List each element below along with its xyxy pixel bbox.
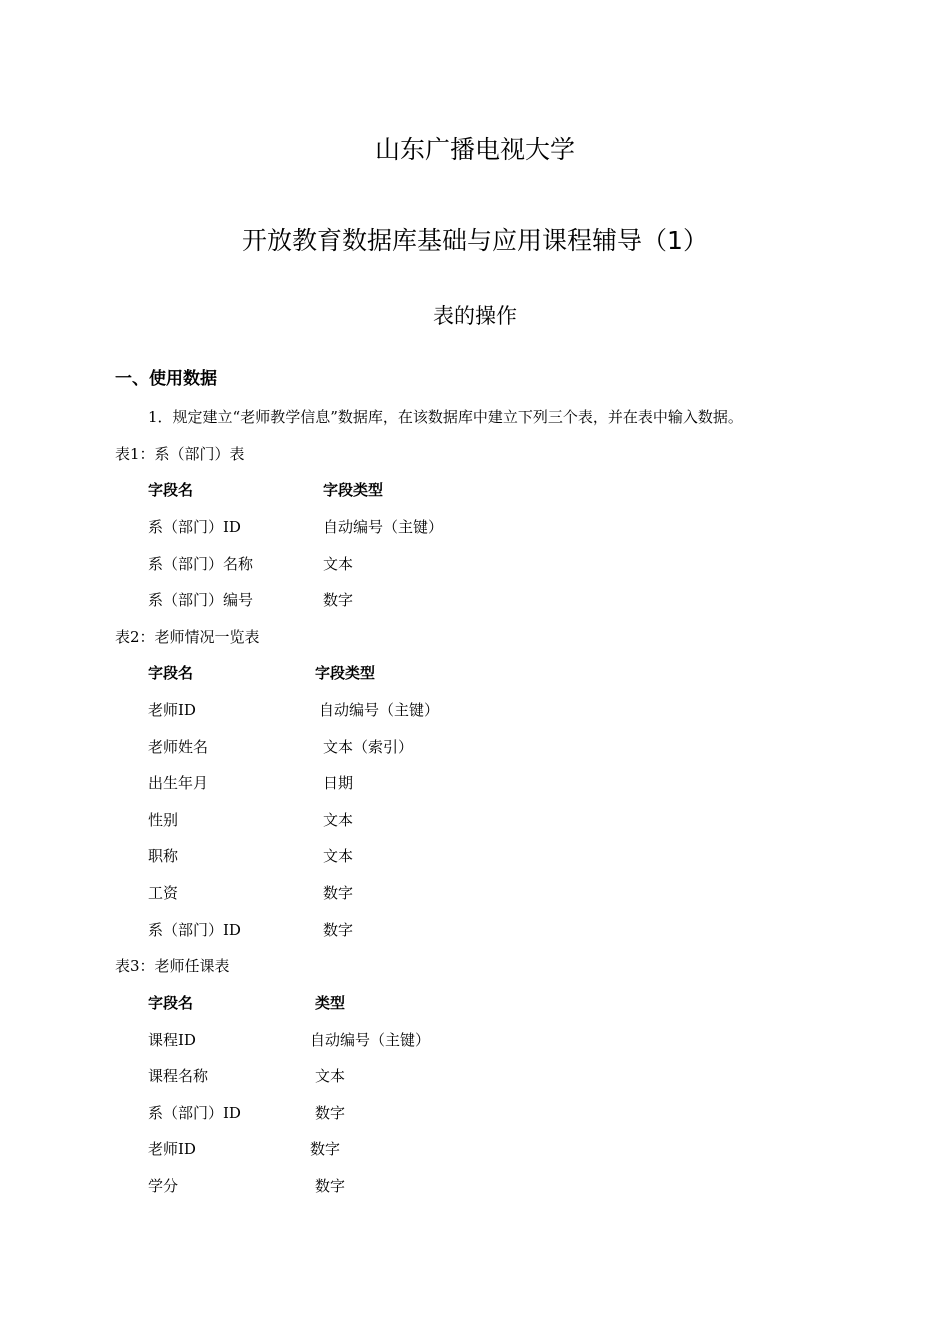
table1-row2-type: 文本 xyxy=(323,555,354,573)
table3-header-type: 类型 xyxy=(315,994,346,1012)
table2-row7-type: 数字 xyxy=(323,921,354,939)
table2-header-field: 字段名 xyxy=(148,664,194,682)
table3-row3-field: 系（部门）ID xyxy=(148,1104,241,1122)
table2-row5-type: 文本 xyxy=(323,847,354,865)
table2-row6-field: 工资 xyxy=(148,884,179,902)
table1-row1-field: 系（部门）ID xyxy=(148,518,241,536)
table1-header-type: 字段类型 xyxy=(323,481,384,499)
table3-row2-type: 文本 xyxy=(315,1067,346,1085)
table3-row5-type: 数字 xyxy=(315,1177,346,1195)
table2-header-type: 字段类型 xyxy=(315,664,376,682)
table1-row3-type: 数字 xyxy=(323,591,354,609)
table1-row2-field: 系（部门）名称 xyxy=(148,555,254,573)
table3-header-field: 字段名 xyxy=(148,994,194,1012)
table2-row6-type: 数字 xyxy=(323,884,354,902)
table3-row5-field: 学分 xyxy=(148,1177,179,1195)
course-title: 开放教育数据库基础与应用课程辅导（1） xyxy=(242,226,708,255)
table2-row3-field: 出生年月 xyxy=(148,774,209,792)
table2-row4-type: 文本 xyxy=(323,811,354,829)
table2-row2-type: 文本（索引） xyxy=(323,738,414,756)
section-intro: 1．规定建立“老师教学信息”数据库，在该数据库中建立下列三个表，并在表中输入数据。 xyxy=(148,408,743,426)
table3-row4-field: 老师ID xyxy=(148,1140,196,1158)
table3-row1-field: 课程ID xyxy=(148,1031,196,1049)
table3-caption: 表3：老师任课表 xyxy=(115,957,230,975)
table3-row1-type: 自动编号（主键） xyxy=(310,1031,431,1049)
table2-row2-field: 老师姓名 xyxy=(148,738,209,756)
table3-row3-type: 数字 xyxy=(315,1104,346,1122)
table3-row2-field: 课程名称 xyxy=(148,1067,209,1085)
table2-row1-field: 老师ID xyxy=(148,701,196,719)
table2-row4-field: 性别 xyxy=(148,811,179,829)
table1-header-field: 字段名 xyxy=(148,481,194,499)
table2-row5-field: 职称 xyxy=(148,847,179,865)
table1-row1-type: 自动编号（主键） xyxy=(323,518,444,536)
table1-row3-field: 系（部门）编号 xyxy=(148,591,254,609)
table2-row3-type: 日期 xyxy=(323,774,354,792)
table2-row7-field: 系（部门）ID xyxy=(148,921,241,939)
table2-caption: 表2：老师情况一览表 xyxy=(115,628,260,646)
university-title: 山东广播电视大学 xyxy=(374,135,575,164)
table1-caption: 表1：系（部门）表 xyxy=(115,445,245,463)
topic-title: 表的操作 xyxy=(433,304,517,328)
section-heading: 一、使用数据 xyxy=(115,369,217,389)
table3-row4-type: 数字 xyxy=(310,1140,341,1158)
table2-row1-type: 自动编号（主键） xyxy=(319,701,440,719)
